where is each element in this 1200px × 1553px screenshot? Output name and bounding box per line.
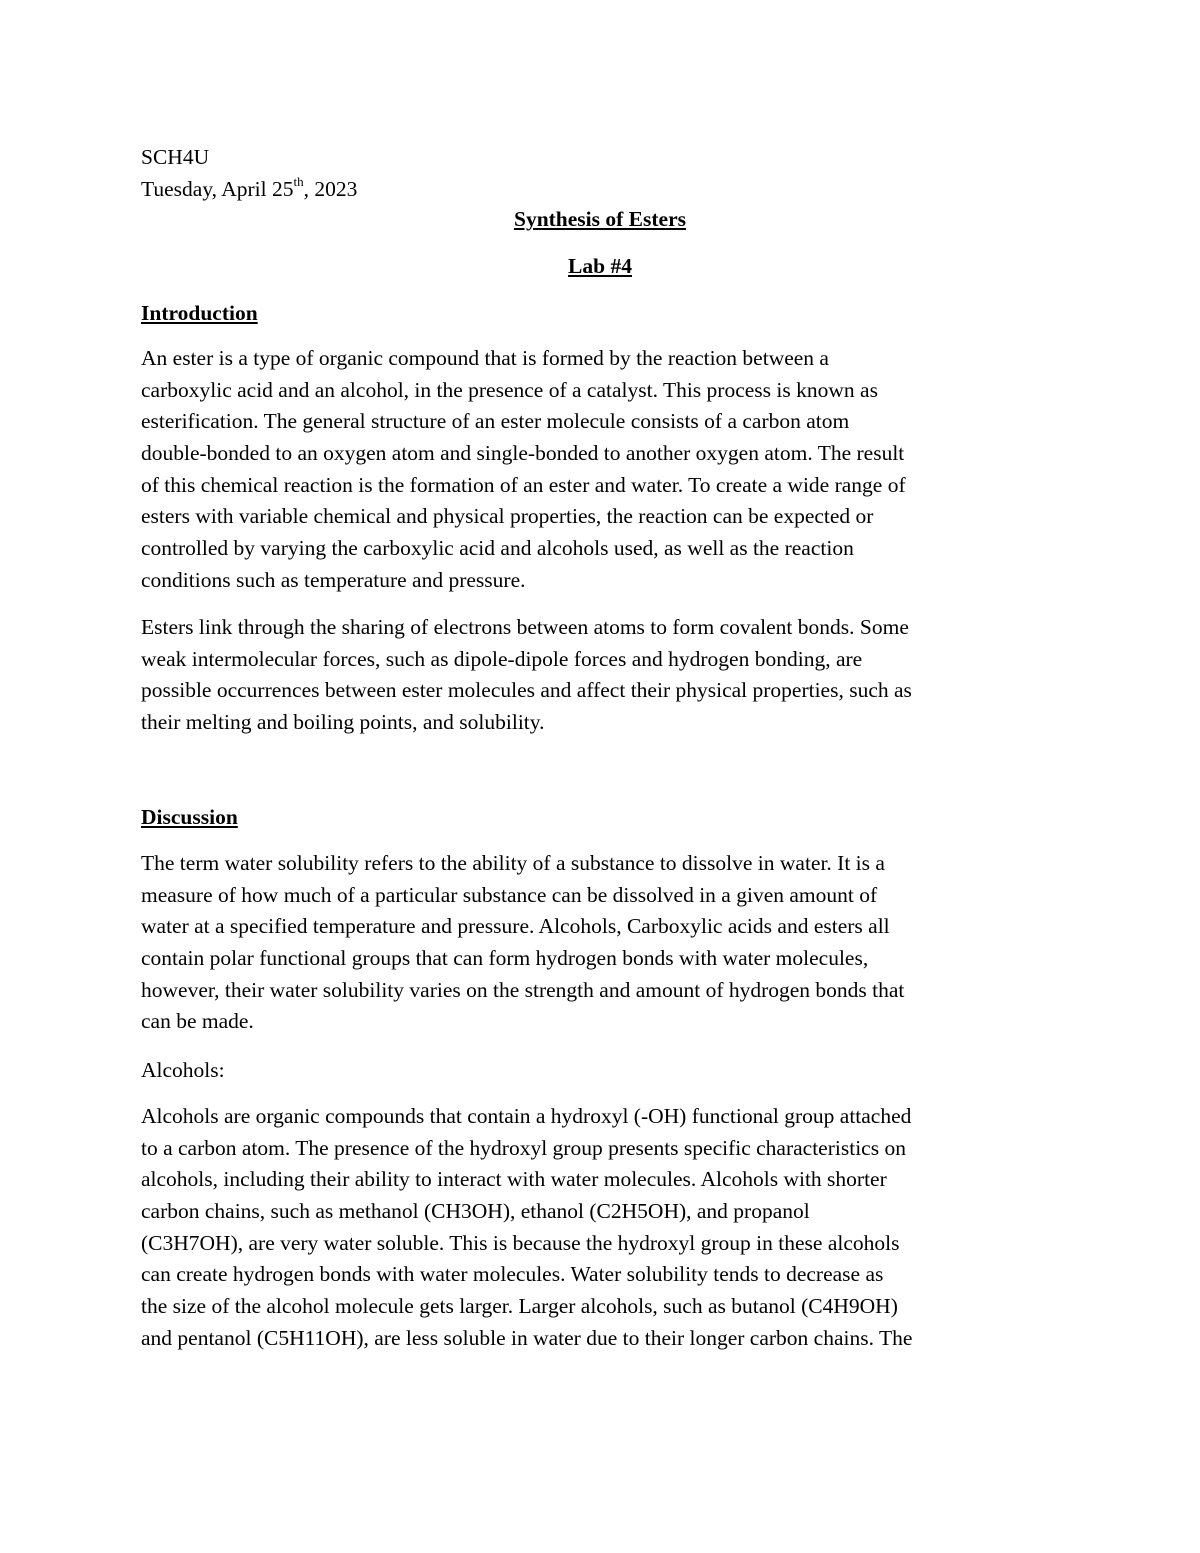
text-line: the size of the alcohol molecule gets larger. Larger alcohols, such as butanol (C4H9OH) — [141, 1294, 898, 1319]
date-year: , 2023 — [303, 177, 358, 201]
date-main: Tuesday, April 25 — [141, 177, 294, 201]
course-code: SCH4U — [141, 145, 210, 169]
text-line: possible occurrences between ester molecules and affect their physical properties, such as — [141, 678, 912, 703]
text-line: The term water solubility refers to the ability of a substance to dissolve in water. It is a — [141, 851, 885, 875]
text-line: carbon chains, such as methanol (CH3OH), ethanol (C2H5OH), and propanol — [141, 1199, 810, 1224]
lab-number: Lab #4 — [568, 254, 632, 278]
discussion-paragraph-1 — [141, 848, 1061, 1038]
text-line: (C3H7OH), are very water soluble. This is because the hydroxyl group in these alcohols — [141, 1230, 900, 1255]
text-line: their melting and boiling points, and solubility. — [141, 710, 545, 735]
text-line: however, their water solubility varies on the strength and amount of hydrogen bonds that — [141, 977, 905, 1002]
text-line: contain polar functional groups that can form hydrogen bonds with water molecules, — [141, 946, 869, 971]
document-title: Synthesis of Esters — [513, 207, 686, 231]
text-line: weak intermolecular forces, such as dipole-dipole forces and hydrogen bonding, are — [141, 646, 863, 671]
introduction-paragraph-1 — [141, 343, 1061, 597]
text-line: to a carbon atom. The presence of the hydroxyl group presents specific characteristics on — [141, 1135, 906, 1160]
text-line: alcohols, including their ability to interact with water molecules. Alcohols with shorter — [141, 1167, 887, 1192]
alcohols-subheading: Alcohols: — [141, 1058, 225, 1082]
text-line: esters with variable chemical and physical properties, the reaction can be expected or — [141, 504, 874, 529]
date-ordinal: th — [293, 173, 304, 189]
text-line: carboxylic acid and an alcohol, in the presence of a catalyst. This process is known as — [141, 377, 878, 402]
text-line: double-bonded to an oxygen atom and single-bonded to another oxygen atom. The result — [141, 441, 905, 466]
text-line: and pentanol (C5H11OH), are less soluble in water due to their longer carbon chains. The — [141, 1325, 913, 1350]
document-date — [141, 173, 357, 205]
text-line: water at a specified temperature and pressure. Alcohols, Carboxylic acids and esters all — [141, 914, 890, 939]
text-line: controlled by varying the carboxylic acid and alcohols used, as well as the reaction — [141, 536, 854, 561]
discussion-heading: Discussion — [141, 805, 238, 829]
text-line: Esters link through the sharing of electrons between atoms to form covalent bonds. Some — [141, 615, 909, 639]
introduction-paragraph-2 — [141, 612, 1061, 739]
text-line: conditions such as temperature and pressure. — [141, 567, 526, 592]
text-line: can create hydrogen bonds with water molecules. Water solubility tends to decrease as — [141, 1262, 884, 1287]
text-line: An ester is a type of organic compound that is formed by the reaction between a — [141, 346, 829, 370]
text-line: measure of how much of a particular substance can be dissolved in a given amount of — [141, 882, 878, 907]
text-line: esterification. The general structure of an ester molecule consists of a carbon atom — [141, 409, 850, 434]
text-line: Alcohols are organic compounds that contain a hydroxyl (-OH) functional group attached — [141, 1104, 912, 1128]
alcohols-paragraph — [141, 1101, 1061, 1355]
introduction-heading: Introduction — [141, 301, 258, 325]
text-line: can be made. — [141, 1009, 254, 1034]
text-line: of this chemical reaction is the formation of an ester and water. To create a wide range of — [141, 472, 906, 497]
